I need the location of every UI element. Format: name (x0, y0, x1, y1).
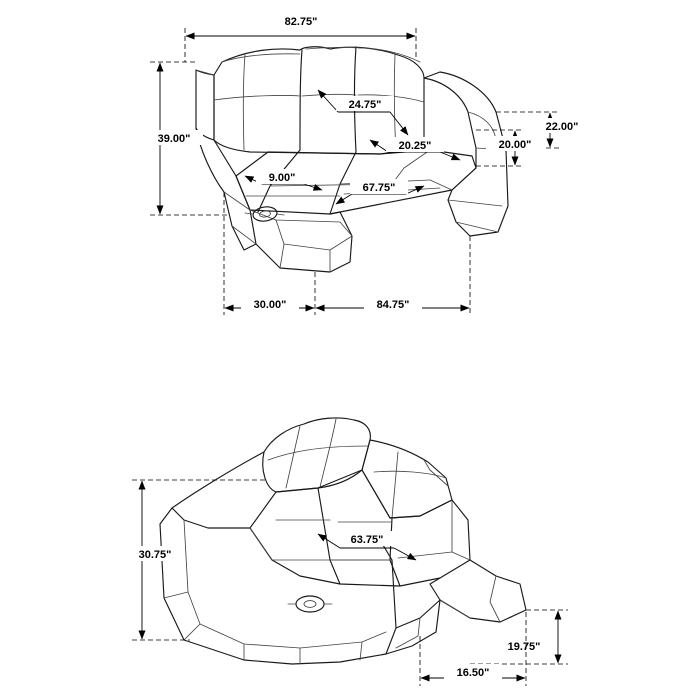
dimension-label-9-00: 9.00" (268, 172, 296, 184)
dimension-footrest-height (470, 610, 568, 664)
dimension-overall-width-top (185, 13, 416, 62)
dimension-label-30-75: 30.75" (138, 549, 172, 561)
dimension-label-16-50: 16.50" (456, 667, 490, 679)
dimension-label-24-75: 24.75" (348, 99, 382, 111)
dimension-label-22-00: 22.00" (545, 121, 579, 133)
dimension-label-84-75: 84.75" (376, 299, 410, 311)
dimension-label-82-75: 82.75" (284, 16, 318, 28)
dimension-back-height-left (145, 62, 230, 215)
dimension-reclined-seat-width (318, 531, 416, 560)
dimension-seat-depth-inner (370, 137, 460, 160)
dimension-label-20-25: 20.25" (398, 140, 432, 152)
dimension-arm-width (245, 169, 322, 190)
dimension-label-30-00: 30.00" (253, 299, 287, 311)
dimension-label-20-00: 20.00" (498, 139, 532, 151)
dimension-label-19-75: 19.75" (507, 641, 541, 653)
dimension-label-63-75: 63.75" (350, 534, 384, 546)
dimension-seat-height-right (476, 130, 544, 166)
dimension-reclined-height (126, 480, 266, 640)
dimension-label-67-75: 67.75" (362, 182, 396, 194)
dimension-seating-width (336, 179, 424, 204)
dimension-depth-reclined (316, 236, 470, 315)
sofa-illustration-top (196, 47, 508, 272)
dimension-label-39-00: 39.00" (157, 133, 191, 145)
